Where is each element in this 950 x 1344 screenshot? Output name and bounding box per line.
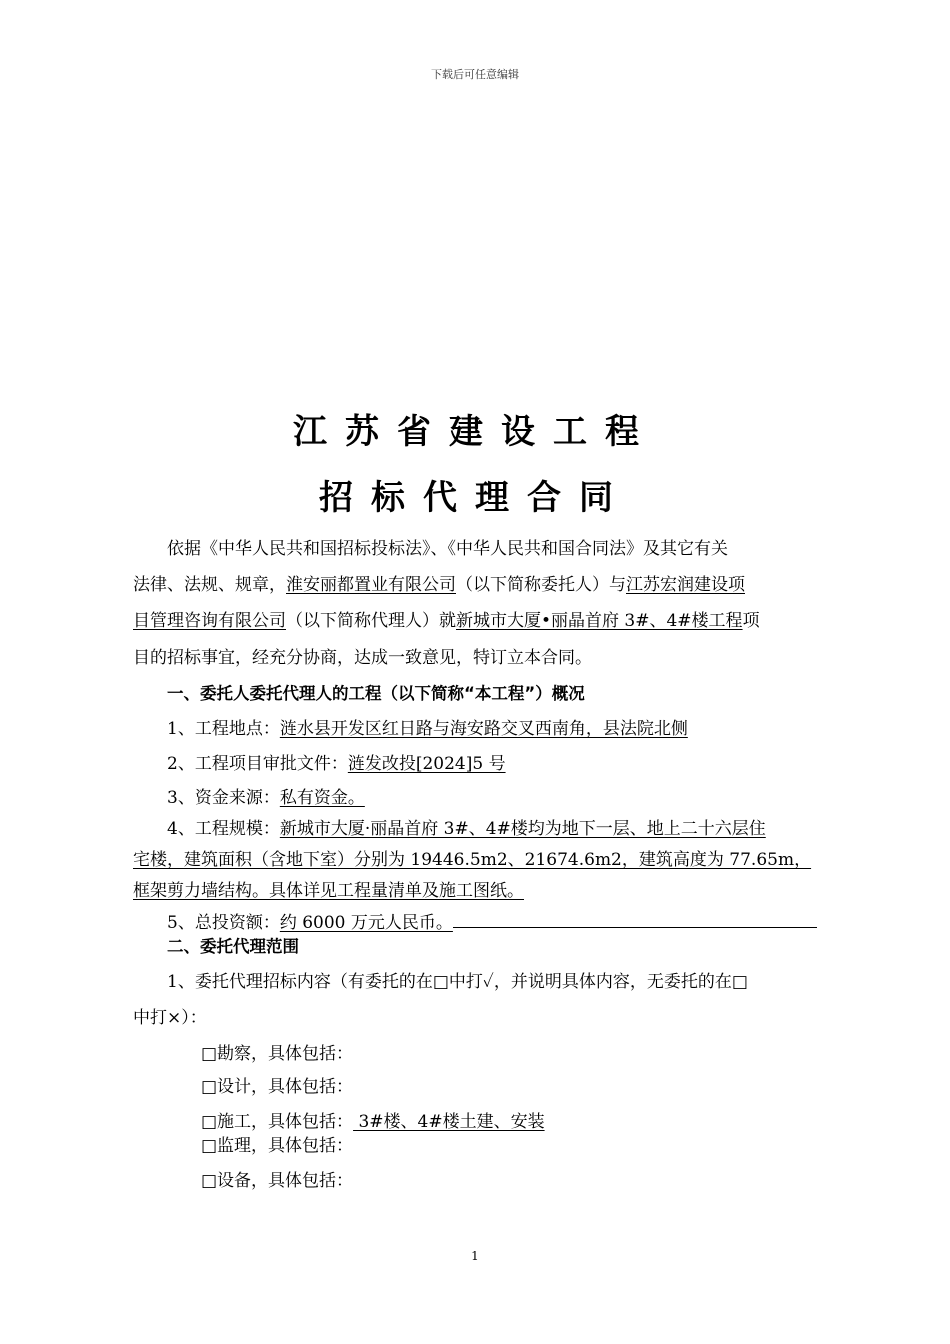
document-title-line-2: 招标代理合同	[319, 478, 631, 518]
preamble-text: 项	[742, 611, 760, 631]
scope-item-survey	[133, 1043, 353, 1065]
preamble-line-1: 依据《中华人民共和国招标投标法》、《中华人民共和国合同法》及其它有关	[167, 539, 728, 559]
agent-name-part-2: 目管理咨询有限公司	[133, 611, 286, 631]
checkbox-item-label: □设备，具体包括：	[201, 1171, 354, 1191]
project-name: 新城市大厦•丽晶首府 3#、4#楼工程	[456, 611, 743, 631]
blank-underline	[453, 911, 817, 928]
scope-item-supervision	[133, 1135, 353, 1157]
page-number: 1	[471, 1249, 479, 1263]
scope-content-line-2: 中打×）：	[133, 1008, 207, 1028]
total-investment-row	[133, 911, 817, 934]
document-title-line-1: 江苏省建设工程	[293, 412, 657, 452]
project-location: 涟水县开发区红日路与海安路交叉西南角，县法院北侧	[279, 719, 688, 739]
project-scale-3: 框架剪力墙结构。具体详见工程量清单及施工图纸。	[133, 881, 524, 901]
project-scale-1: 新城市大厦·丽晶首府 3#、4#楼均为地下一层、地上二十六层住	[279, 819, 766, 839]
scope-item-design	[133, 1076, 353, 1098]
preamble-text: （以下简称委托人）与	[456, 575, 626, 595]
preamble-line-4: 目的招标事宜，经充分协商，达成一致意见，特订立本合同。	[133, 648, 592, 668]
field-label: 4、工程规模：	[167, 819, 280, 839]
project-scale-line-3	[133, 880, 524, 902]
agent-name-part-1: 江苏宏润建设项	[626, 575, 745, 595]
section-1-heading: 一、委托人委托代理人的工程（以下简称“本工程”）概况	[167, 684, 585, 703]
field-label: 3、资金来源：	[167, 788, 280, 808]
project-scale-2: 宅楼，建筑面积（含地下室）分别为 19446.5m2、21674.6m2，建筑高度为 77.65m，	[133, 850, 812, 870]
field-label: 2、工程项目审批文件：	[167, 754, 348, 774]
scope-content-line-1: 1、委托代理招标内容（有委托的在□中打✓，并说明具体内容，无委托的在□	[167, 972, 748, 992]
total-investment: 约 6000 万元人民币。	[279, 913, 453, 933]
page-header-note: 下载后可任意编辑	[431, 68, 519, 81]
client-name: 淮安丽都置业有限公司	[286, 575, 456, 595]
preamble-line-2	[133, 574, 745, 596]
preamble-line-3	[133, 610, 760, 632]
preamble-text: （以下简称代理人）就	[286, 611, 456, 631]
fund-source-row	[133, 787, 365, 809]
checkbox-item-label: □施工，具体包括：	[201, 1112, 354, 1132]
approval-document: 涟发改投[2024]5 号	[347, 754, 506, 774]
preamble-text: 法律、法规、规章，	[133, 575, 286, 595]
checkbox-item-value: 3#楼、4#楼土建、安装	[353, 1112, 545, 1132]
checkbox-item-label: □勘察，具体包括：	[201, 1044, 354, 1064]
approval-document-row	[133, 753, 506, 775]
project-scale-line-2	[133, 849, 811, 871]
scope-item-equipment	[133, 1170, 353, 1192]
project-scale-row	[133, 818, 766, 840]
checkbox-item-label: □监理，具体包括：	[201, 1136, 354, 1156]
scope-item-construction	[133, 1111, 545, 1133]
checkbox-item-label: □设计，具体包括：	[201, 1077, 354, 1097]
project-location-row	[133, 718, 688, 740]
section-2-heading: 二、委托代理范围	[167, 937, 299, 956]
field-label: 1、工程地点：	[167, 719, 280, 739]
fund-source: 私有资金。	[279, 788, 365, 808]
field-label: 5、总投资额：	[167, 913, 280, 933]
